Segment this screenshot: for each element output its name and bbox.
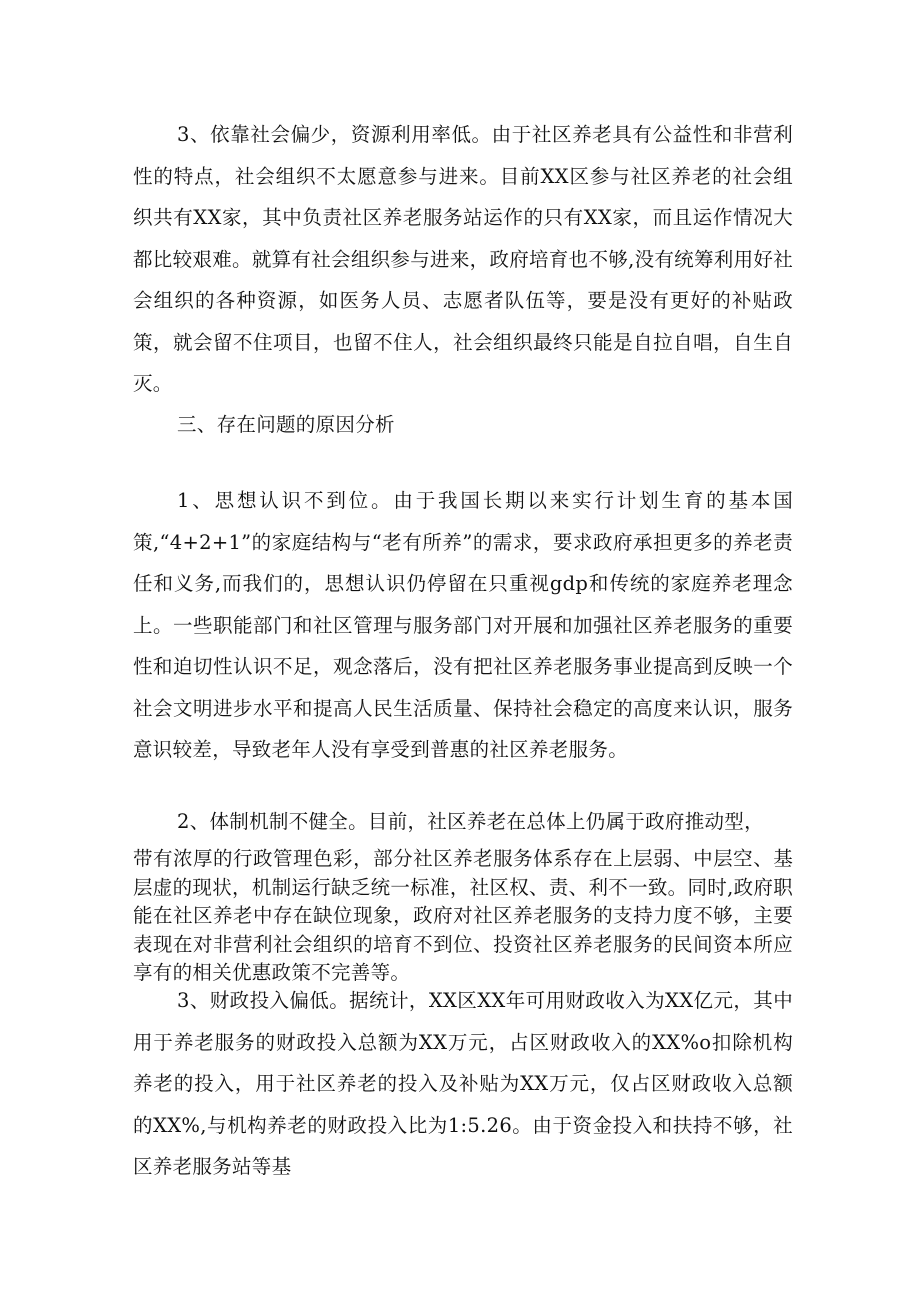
paragraph-institutional-mechanism-body: 带有浓厚的行政管理色彩，部分社区养老服务体系存在上层弱、中层空、基层虚的现状，机制运行缺乏统一标准，社区权、责、利不一致。同时,政府职能在社区养老中存在缺位现象，政府对社区养老服务的支持力度不够，主要表现在对非营利社会组织的培育不到位、投资社区养老服务的民间资本所应享有的相关优惠政策不完善等。 (133, 847, 793, 985)
paragraph-community-participation: 3、依靠社会偏少，资源利用率低。由于社区养老具有公益性和非营利性的特点，社会组织不太愿意参与进来。目前XX区参与社区养老的社会组织共有XX家，其中负责社区养老服务站运作的只有XX家，而且运作情况大都比较艰难。就算有社会组织参与进来，政府培育也不够,没有统筹利用好社会组织的各种资源，如医务人员、志愿者队伍等，要是没有更好的补贴政策，就会留不住项目，也留不住人，社会组织最终只能是自拉自唱，自生自灭。 (133, 123, 793, 395)
section-heading-cause-analysis: 三、存在问题的原因分析 (177, 413, 395, 436)
paragraph-institutional-mechanism-intro: 2、体制机制不健全。目前，社区养老在总体上仍属于政府推动型， (177, 810, 764, 833)
paragraph-fiscal-investment: 3、财政投入偏低。据统计，XX区XX年可用财政收入为XX亿元，其中用于养老服务的财政投入总额为XX万元，占区财政收入的XX%o扣除机构养老的投入，用于社区养老的投入及补贴为XX万元，仅占区财政收入总额的XX%,与机构养老的财政投入比为1:5.26。由于资金投入和扶持不够，社区养老服务站等基 (133, 989, 793, 1178)
paragraph-ideological-awareness: 1、思想认识不到位。由于我国长期以来实行计划生育的基本国策,“4+2+1”的家庭结构与“老有所养”的需求，要求政府承担更多的养老责任和义务,而我们的，思想认识仍停留在只重视gdp和传统的家庭养老理念上。一些职能部门和社区管理与服务部门对开展和加强社区养老服务的重要性和迫切性认识不足，观念落后，没有把社区养老服务事业提高到反映一个社会文明进步水平和提高人民生活质量、保持社会稳定的高度来认识，服务意识较差，导致老年人没有享受到普惠的社区养老服务。 (133, 489, 793, 761)
